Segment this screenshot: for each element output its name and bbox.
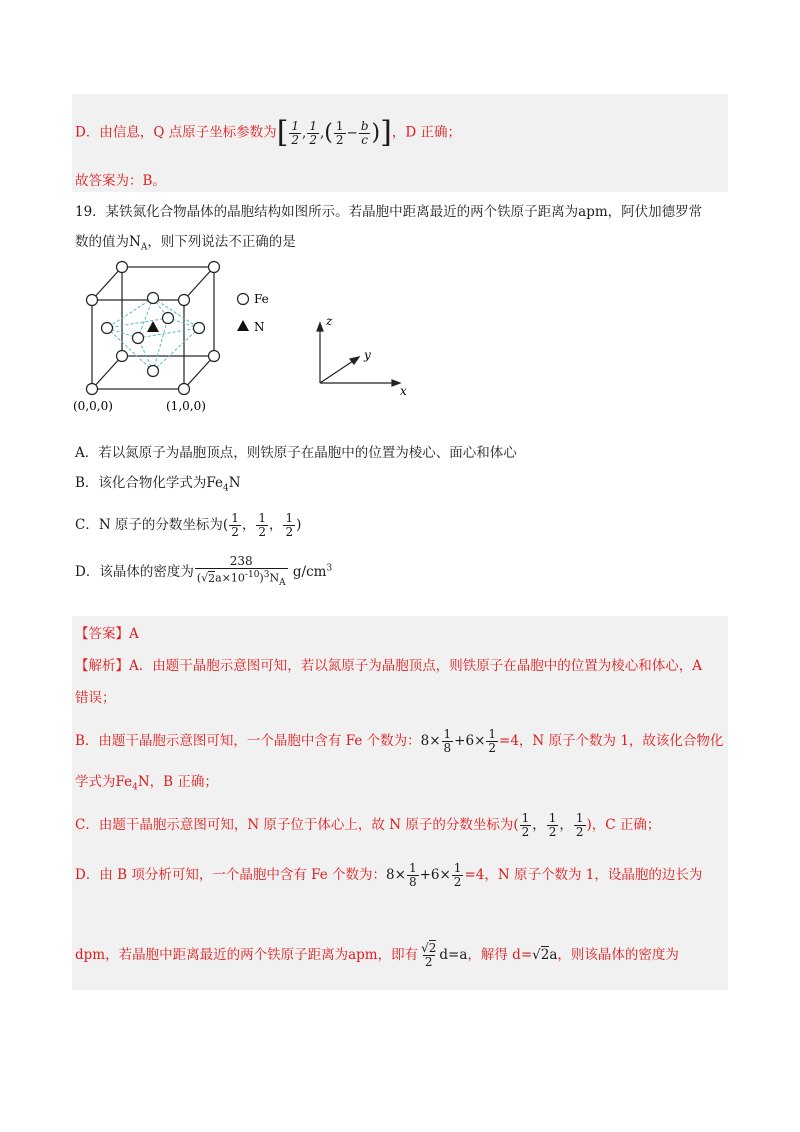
option-a: A．若以氮原子为晶胞顶点，则铁原子在晶胞中的位置为棱心、面心和体心 [75, 445, 517, 461]
explanation-b: B．由题干晶胞示意图可知，一个晶胞中含有 Fe 个数为：8× $\frac{1}{8}$ +6× $\frac{1}{2}$ =4，N 原子个数为 1，故该化合物化 [75, 727, 724, 755]
x-point-label: (1,0,0) [166, 399, 206, 413]
opt-c-frac-2: $\frac{1}{2}$ [258, 511, 266, 539]
legend-fe-label: Fe [254, 292, 269, 306]
coord-frac-3: $\frac{1}{2}$ [335, 118, 344, 147]
opt-d-unit: g/cm [292, 563, 327, 580]
option-c: C．N 原子的分数坐标为( $\frac{1}{2}$ ， $\frac{1}{2}$ ， $\frac{1}{2}$ ) [75, 511, 302, 539]
opt-b-pre: B．该化合物化学式为Fe [75, 475, 224, 491]
axes [317, 323, 400, 386]
question-line-1: 19．某铁氮化合物晶体的晶胞结构如图所示。若晶胞中距离最近的两个铁原子距离为apm，阿伏加德罗常 [75, 204, 703, 220]
axis-x-label: x [400, 384, 407, 398]
option-d [75, 555, 332, 590]
q-line2-sub: A [140, 242, 148, 253]
question-line-2 [75, 233, 296, 257]
q-line2-b: ，则下列说法不正确的是 [147, 234, 296, 250]
top-option-d: D．由信息，Q 点原子坐标参数为[ $\frac{1}{2}$ , $\frac{1}{2}$ ,( $\frac{1}{2}$ − $\frac{b}{c}$ )]，D 正确； [75, 115, 461, 150]
answer-label: 【答案】A [75, 626, 139, 642]
top-d-prefix: D．由信息，Q 点原子坐标参数为 [75, 124, 277, 141]
explanation-d: D．由 B 项分析可知，一个晶胞中含有 Fe 个数为：8× $\frac{1}{8}$ +6× $\frac{1}{2}$ =4，N 原子个数为 1，设晶胞的边长为 [75, 861, 703, 889]
legend-n-triangle [237, 320, 249, 331]
opt-c-frac-3: $\frac{1}{2}$ [285, 511, 294, 539]
option-b [75, 474, 241, 498]
fe-count-expression-b: 8× $\frac{1}{8}$ +6× $\frac{1}{2}$ [420, 727, 497, 755]
top-answer-line: 故答案为：B。 [75, 173, 166, 189]
explanation-b2: 学式为$Fe_4N$，B 正确； [75, 774, 218, 793]
origin-label: (0,0,0) [73, 399, 113, 413]
opt-c-post: ) [296, 517, 302, 533]
legend-fe-circle [238, 294, 249, 305]
fe-count-expression-d: 8× $\frac{1}{8}$ +6× $\frac{1}{2}$ [386, 861, 462, 889]
explanation-p1b: 错误； [75, 690, 116, 706]
top-d-suffix: ，D 正确； [391, 124, 461, 141]
coord-frac-bc: $\frac{b}{c}$ [360, 118, 369, 147]
opt-c-pre: C．N 原子的分数坐标为( [75, 517, 229, 533]
explanation-p1: 【解析】A．由题干晶胞示意图可知，若以氮原子为晶胞顶点，则铁原子在晶胞中的位置为棱心和体心，A [75, 658, 702, 674]
axis-y-label: y [364, 348, 371, 362]
explanation-c: C．由题干晶胞示意图可知，N 原子位于体心上，故 N 原子的分数坐标为( $\frac{1}{2}$ ， $\frac{1}{2}$ ， $\frac{1}{2}$ )，C 正确； [75, 811, 661, 839]
opt-d-pre: D．该晶体的密度为 [75, 563, 194, 580]
opt-c-frac-1: $\frac{1}{2}$ [231, 511, 239, 539]
coord-frac-2: $\frac{1}{2}$ [309, 118, 317, 147]
opt-b-sub: 4 [223, 483, 229, 494]
unit-cell-figure [70, 255, 430, 420]
opt-b-post: N [228, 475, 241, 491]
n-atom-triangle [147, 321, 159, 332]
axis-z-label: z [326, 314, 333, 328]
legend-n-label: N [254, 320, 265, 334]
q-line2-a: 数的值为N [75, 234, 141, 250]
bracket-open: [ [276, 115, 289, 150]
explanation-e: dpm，若晶胞中距离最近的两个铁原子距离为apm，即有 $\frac{√2}{2}$ d=a，解得 d=√2a，则该晶体的密度为 [75, 941, 679, 969]
coord-frac-1: $\frac{1}{2}$ [291, 118, 300, 147]
bracket-close: ] [380, 115, 392, 150]
density-fraction: $\frac{238}{(√2a\times 10^{-10})^3N_A}$ [196, 554, 286, 588]
opt-d-unit-exp: 3 [326, 563, 333, 574]
